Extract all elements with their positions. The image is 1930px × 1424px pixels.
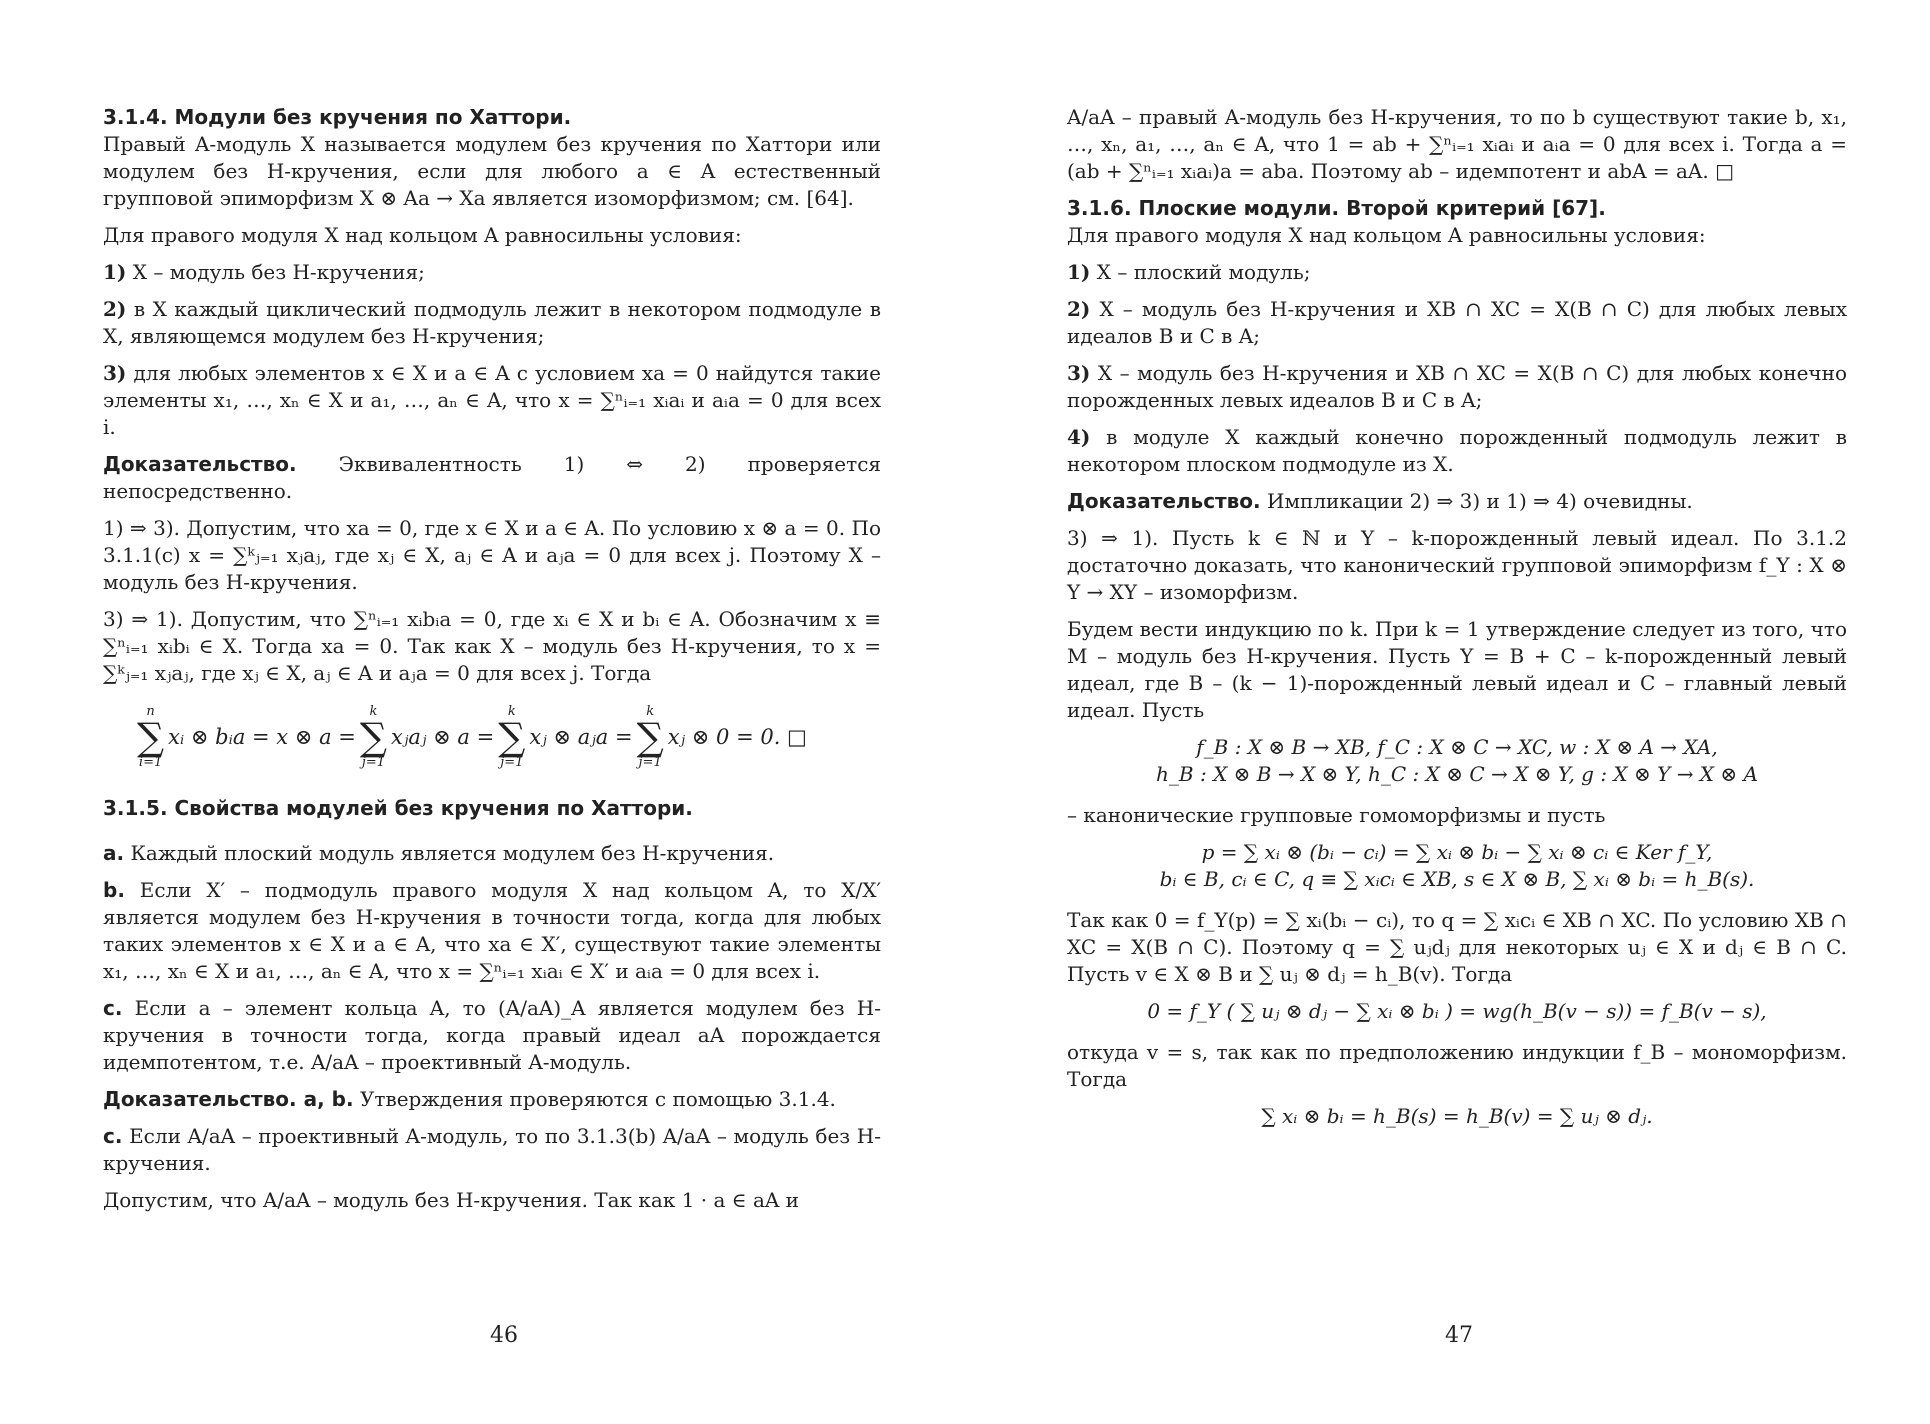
induction-paragraph: Будем вести индукцию по k. При k = 1 утверждение следует из того, что M – модуль без H-кручения. Пусть Y = B + C – k-порожденный левый идеал, где B – (k − 1)-порожденный левый идеал и C – главный левый идеал. Пусть xyxy=(1067,617,1847,722)
page-number-left: 46 xyxy=(490,1323,518,1348)
sigma-4: k ∑ j=1 xyxy=(636,704,664,770)
sum-term-4: xⱼ ⊗ 0 = 0. □ xyxy=(667,724,807,749)
property-a-text: Каждый плоский модуль является модулем без H-кручения. xyxy=(130,841,775,865)
section-3-1-5-title: 3.1.5. Свойства модулей без кручения по Хаттори. xyxy=(103,796,693,820)
p-definition xyxy=(1067,839,1847,893)
condition-3-number: 3) xyxy=(103,361,127,385)
proof-paragraph xyxy=(103,451,881,505)
flat-condition-3 xyxy=(1067,360,1847,414)
condition-3 xyxy=(103,360,881,441)
eq-final: ∑ xᵢ ⊗ bᵢ = h_B(s) = h_B(v) = ∑ uⱼ ⊗ dⱼ. xyxy=(1261,1104,1653,1128)
flat-condition-4-number: 4) xyxy=(1067,425,1091,449)
flat-condition-4 xyxy=(1067,424,1847,478)
condition-2-text: в X каждый циклический подмодуль лежит в некотором подмодуле в X, являющемся модулем без H-кручения; xyxy=(103,297,881,348)
property-a-label: a. xyxy=(103,841,125,865)
condition-2 xyxy=(103,296,881,350)
sum-term-2: xⱼaⱼ ⊗ a = xyxy=(391,724,495,749)
left-text-column xyxy=(103,104,881,1224)
map-definitions xyxy=(1067,734,1847,788)
last-paragraph-left: Допустим, что A/aA – модуль без H-кручения. Так как 1 · a ∈ aA и xyxy=(103,1188,800,1212)
definition-paragraph: Правый A-модуль X называется модулем без кручения по Хаттори или модулем без H-кручения, если для любого a ∈ A естественный групповой эпиморфизм X ⊗ Aa → Xa является изоморфизмом; см. [64]. xyxy=(103,132,881,210)
flat-condition-2 xyxy=(1067,296,1847,350)
proof-text: Эквивалентность 1) ⇔ 2) проверяется непосредственно. xyxy=(103,452,882,503)
map-line-2: h_B : X ⊗ B → X ⊗ Y, h_C : X ⊗ C → X ⊗ Y, g : X ⊗ Y → X ⊗ A xyxy=(1156,762,1758,786)
flat-condition-2-number: 2) xyxy=(1067,297,1091,321)
flat-condition-1-number: 1) xyxy=(1067,260,1091,284)
flat-condition-3-number: 3) xyxy=(1067,361,1091,385)
property-a xyxy=(103,840,881,867)
property-c-text: Если a – элемент кольца A, то (A/aA)_A является модулем без H-кручения в точности тогда, когда правый идеал aA порождается идемпотентом, т.е. A/aA – проективный A-модуль. xyxy=(103,996,882,1074)
proof-step-right: 3) ⇒ 1). Пусть k ∈ ℕ и Y – k-порожденный левый идеал. По 3.1.2 достаточно доказать, что канонический групповой эпиморфизм f_Y : X ⊗ Y → XY – изоморфизм. xyxy=(1067,526,1847,604)
spacer xyxy=(103,822,881,840)
flat-condition-2-text: X – модуль без H-кручения и XB ∩ XC = X(B ∩ C) для любых левых идеалов B и C в A; xyxy=(1067,297,1848,348)
flat-condition-3-text: X – модуль без H-кручения и XB ∩ XC = X(B ∩ C) для любых конечно порожденных левых идеалов B и C в A; xyxy=(1067,361,1847,412)
proof-text-right: Импликации 2) ⇒ 3) и 1) ⇒ 4) очевидны. xyxy=(1267,489,1693,513)
proof-c-text: Если A/aA – проективный A-модуль, то по 3.1.3(b) A/aA – модуль без H-кручения. xyxy=(103,1124,882,1175)
proof-label-right: Доказательство. xyxy=(1067,489,1261,513)
conditions-intro: Для правого модуля X над кольцом A равносильны условия: xyxy=(103,223,742,247)
eq-zero: 0 = f_Y ( ∑ uⱼ ⊗ dⱼ − ∑ xᵢ ⊗ bᵢ ) = wg(h_B(v − s)) = f_B(v − s), xyxy=(1147,999,1767,1023)
flat-condition-1 xyxy=(1067,259,1847,286)
section-3-1-6-title: 3.1.6. Плоские модули. Второй критерий [67]. xyxy=(1067,196,1606,220)
proof-label: Доказательство. xyxy=(103,452,297,476)
continuation-paragraph: A/aA – правый A-модуль без H-кручения, то по b существуют такие b, x₁, …, xₙ, a₁, …, aₙ ∈ A, что 1 = ab + ∑ⁿᵢ₌₁ xᵢaᵢ и aᵢa = 0 для всех i. Тогда a = (ab + ∑ⁿᵢ₌₁ xᵢaᵢ)a = aba. Поэтому ab – идемпотент и abA = aA. □ xyxy=(1067,105,1847,183)
homomorphisms-paragraph: – канонические групповые гомоморфизмы и пусть xyxy=(1067,803,1606,827)
section-3-1-4-title: 3.1.4. Модули без кручения по Хаттори. xyxy=(103,105,572,129)
property-c-label: c. xyxy=(103,996,123,1020)
sum-equation xyxy=(133,705,881,769)
condition-1-text: X – модуль без H-кручения; xyxy=(132,260,425,284)
condition-2-number: 2) xyxy=(103,297,127,321)
proof-paragraph-right xyxy=(1067,488,1847,515)
proof-c-label: c. xyxy=(103,1124,123,1148)
flat-condition-1-text: X – плоский модуль; xyxy=(1096,260,1311,284)
proof-step-1-3: 1) ⇒ 3). Допустим, что xa = 0, где x ∈ X и a ∈ A. По условию x ⊗ a = 0. По 3.1.1(c) x = ∑ᵏⱼ₌₁ xⱼaⱼ, где xⱼ ∈ X, aⱼ ∈ A и aⱼa = 0 для всех j. Поэтому X – модуль без H-кручения. xyxy=(103,516,881,594)
property-b xyxy=(103,877,881,985)
flat-condition-4-text: в модуле X каждый конечно порожденный подмодуль лежит в некотором плоском подмодуле из X. xyxy=(1067,425,1847,476)
property-c xyxy=(103,995,881,1076)
condition-1-number: 1) xyxy=(103,260,127,284)
property-b-label: b. xyxy=(103,878,125,902)
condition-3-text: для любых элементов x ∈ X и a ∈ A с условием xa = 0 найдутся такие элементы x₁, …, xₙ ∈ X и a₁, …, aₙ ∈ A, что x = ∑ⁿᵢ₌₁ xᵢaᵢ и aᵢa = 0 для всех i. xyxy=(103,361,882,439)
proof-c-paragraph xyxy=(103,1123,881,1177)
property-b-text: Если X′ – подмодуль правого модуля X над кольцом A, то X/X′ является модулем без H-кручения в точности тогда, когда для любых таких элементов x ∈ X и a ∈ A, что xa ∈ X′, существуют такие элементы x₁, …, xₙ ∈ X и a₁, …, aₙ ∈ A, что x = ∑ⁿᵢ₌₁ xᵢaᵢ ∈ X′ и aᵢa = 0 для всех i. xyxy=(103,878,881,983)
sigma-1: n ∑ i=1 xyxy=(137,704,165,770)
proof-2-label: Доказательство. a, b. xyxy=(103,1087,354,1111)
proof-2-paragraph xyxy=(103,1086,881,1113)
sigma-2: k ∑ j=1 xyxy=(359,704,388,770)
map-line-1: f_B : X ⊗ B → XB, f_C : X ⊗ C → XC, w : X ⊗ A → XA, xyxy=(1196,735,1718,759)
sum-term-1: xᵢ ⊗ bᵢa = x ⊗ a = xyxy=(168,724,356,749)
sigma-3: k ∑ j=1 xyxy=(498,704,526,770)
sum-term-3: xⱼ ⊗ aⱼa = xyxy=(529,724,633,749)
whence-paragraph: откуда v = s, так как по предположению индукции f_B – мономорфизм. Тогда xyxy=(1067,1040,1847,1091)
proof-step-3-1: 3) ⇒ 1). Допустим, что ∑ⁿᵢ₌₁ xᵢbᵢa = 0, где xᵢ ∈ X и bᵢ ∈ A. Обозначим x ≡ ∑ⁿᵢ₌₁ xᵢbᵢ ∈ X. Тогда xa = 0. Так как X – модуль без H-кручения, то x = ∑ᵏⱼ₌₁ xⱼaⱼ, где xⱼ ∈ X, aⱼ ∈ A и aⱼa = 0 для всех j. Тогда xyxy=(103,607,881,685)
eq-q: bᵢ ∈ B, cᵢ ∈ C, q ≡ ∑ xᵢcᵢ ∈ XB, s ∈ X ⊗ B, ∑ xᵢ ⊗ bᵢ = h_B(s). xyxy=(1159,867,1755,891)
since-paragraph: Так как 0 = f_Y(p) = ∑ xᵢ(bᵢ − cᵢ), то q = ∑ xᵢcᵢ ∈ XB ∩ XC. По условию XB ∩ XC = X(B ∩ C). Поэтому q = ∑ uⱼdⱼ для некоторых uⱼ ∈ X и dⱼ ∈ B ∩ C. Пусть v ∈ X ⊗ B и ∑ uⱼ ⊗ dⱼ = h_B(v). Тогда xyxy=(1067,908,1847,986)
condition-1 xyxy=(103,259,881,286)
right-text-column xyxy=(1067,104,1847,1144)
conditions-intro-right: Для правого модуля X над кольцом A равносильны условия: xyxy=(1067,223,1706,247)
eq-p: p = ∑ xᵢ ⊗ (bᵢ − cᵢ) = ∑ xᵢ ⊗ bᵢ − ∑ xᵢ ⊗ cᵢ ∈ Ker f_Y, xyxy=(1201,840,1713,864)
right-page xyxy=(965,0,1930,1424)
proof-2-text: Утверждения проверяются с помощью 3.1.4. xyxy=(359,1087,836,1111)
page-number-right: 47 xyxy=(1445,1323,1473,1348)
